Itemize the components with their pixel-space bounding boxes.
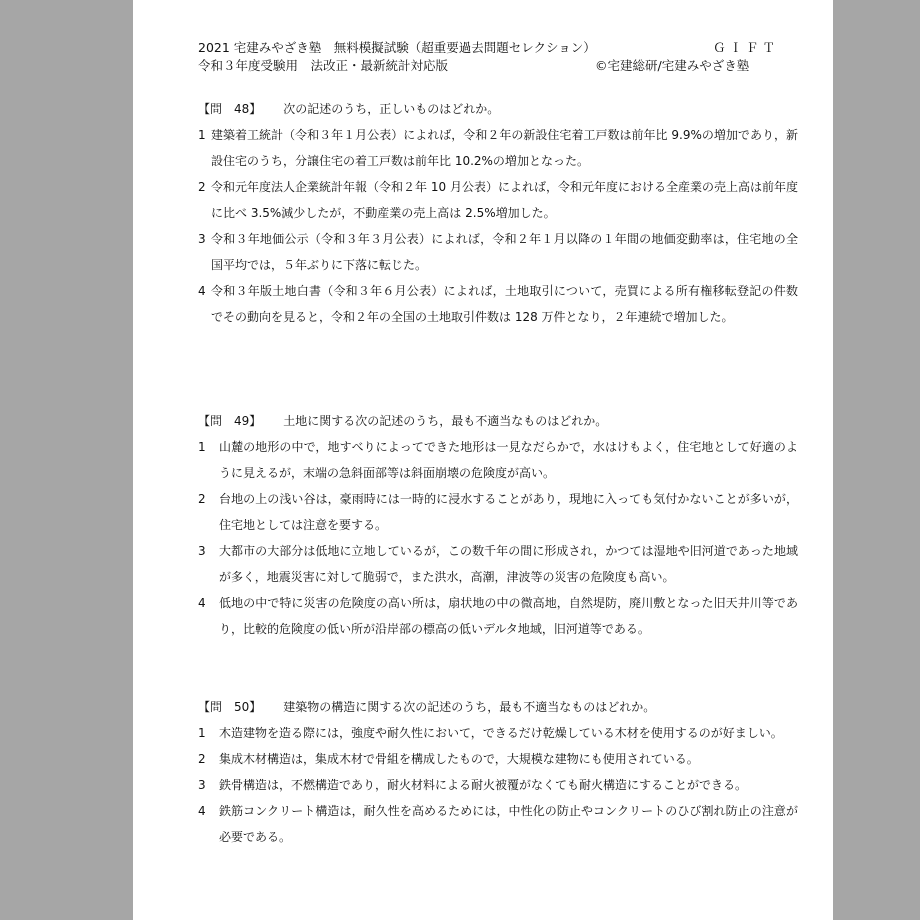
option-number: 1 — [198, 726, 206, 740]
option-number: 3 — [198, 232, 206, 246]
option-item — [198, 278, 798, 330]
question-49 — [198, 408, 798, 642]
option-text: 鉄筋コンクリート構造は，耐久性を高めるためには，中性化の防止やコンクリートのひび割れ防止の注意が必要である。 — [219, 804, 798, 844]
option-number: 4 — [198, 596, 206, 610]
option-text: 台地の上の浅い谷は，豪雨時には一時的に浸水することがあり，現地に入っても気付かないことが多いが，住宅地としては注意を要する。 — [219, 492, 798, 532]
question-title — [198, 408, 798, 434]
option-number: 2 — [198, 492, 206, 506]
question-50 — [198, 694, 798, 850]
option-number: 2 — [198, 752, 206, 766]
option-text: 令和３年版土地白書（令和３年６月公表）によれば，土地取引について，売買による所有権移転登記の件数でその動向を見ると，令和２年の全国の土地取引件数は 128 万件となり，２年連続で増加した。 — [211, 284, 798, 324]
question-48 — [198, 96, 798, 330]
option-item — [198, 122, 798, 174]
question-label: 【問 48】 — [198, 102, 262, 116]
question-stem: 建築物の構造に関する次の記述のうち，最も不適当なものはどれか。 — [283, 700, 656, 714]
question-stem: 土地に関する次の記述のうち，最も不適当なものはどれか。 — [283, 414, 608, 428]
question-stem: 次の記述のうち，正しいものはどれか。 — [283, 102, 500, 116]
question-label: 【問 50】 — [198, 700, 262, 714]
header-copyright: ©宅建総研/宅建みやざき塾 — [595, 58, 750, 73]
option-item — [198, 538, 798, 590]
question-title — [198, 694, 798, 720]
option-item — [198, 590, 798, 642]
option-item — [198, 486, 798, 538]
option-text: 低地の中で特に災害の危険度の高い所は，扇状地の中の微高地，自然堤防，廃川敷となった旧天井川等であり，比較的危険度の低い所が沿岸部の標高の低いデルタ地域，旧河道等である。 — [219, 596, 798, 636]
document-page — [133, 0, 833, 920]
option-text: 建築着工統計（令和３年１月公表）によれば，令和２年の新設住宅着工戸数は前年比 9.9%の増加であり，新設住宅のうち，分譲住宅の着工戸数は前年比 10.2%の増加となった。 — [211, 128, 798, 168]
question-label: 【問 49】 — [198, 414, 262, 428]
header-subtitle: 令和３年度受験用 法改正・最新統計対応版 — [198, 58, 449, 73]
option-number: 4 — [198, 804, 206, 818]
option-item — [198, 720, 798, 746]
option-item — [198, 174, 798, 226]
header-title: 2021 宅建みやざき塾 無料模擬試験（超重要過去問題セレクション） — [198, 40, 596, 55]
option-number: 4 — [198, 284, 206, 298]
option-item — [198, 798, 798, 850]
option-item — [198, 226, 798, 278]
option-number: 3 — [198, 778, 206, 792]
option-item — [198, 772, 798, 798]
option-number: 3 — [198, 544, 206, 558]
option-number: 1 — [198, 440, 206, 454]
option-text: 鉄骨構造は，不燃構造であり，耐火材料による耐火被覆がなくても耐火構造にすることができる。 — [219, 778, 748, 792]
option-item — [198, 746, 798, 772]
option-number: 1 — [198, 128, 206, 142]
question-title — [198, 96, 798, 122]
option-text: 集成木材構造は，集成木材で骨組を構成したもので，大規模な建物にも使用されている。 — [219, 752, 699, 766]
option-number: 2 — [198, 180, 206, 194]
option-item — [198, 434, 798, 486]
header-brand: ＧＩＦＴ — [713, 40, 780, 55]
option-text: 大都市の大部分は低地に立地しているが，この数千年の間に形成され，かつては湿地や旧河道であった地域が多く，地震災害に対して脆弱で，また洪水，高潮，津波等の災害の危険度も高い。 — [219, 544, 798, 584]
option-text: 令和元年度法人企業統計年報（令和２年 10 月公表）によれば，令和元年度における全産業の売上高は前年度に比べ 3.5%減少したが，不動産業の売上高は 2.5%増加した。 — [211, 180, 798, 220]
option-text: 令和３年地価公示（令和３年３月公表）によれば，令和２年１月以降の１年間の地価変動率は，住宅地の全国平均では，５年ぶりに下落に転じた。 — [211, 232, 798, 272]
option-text: 木造建物を造る際には，強度や耐久性において，できるだけ乾燥している木材を使用するのが好ましい。 — [219, 726, 783, 740]
option-text: 山麓の地形の中で，地すべりによってできた地形は一見なだらかで，水はけもよく，住宅地として好適のように見えるが，末端の急斜面部等は斜面崩壊の危険度が高い。 — [219, 440, 798, 480]
